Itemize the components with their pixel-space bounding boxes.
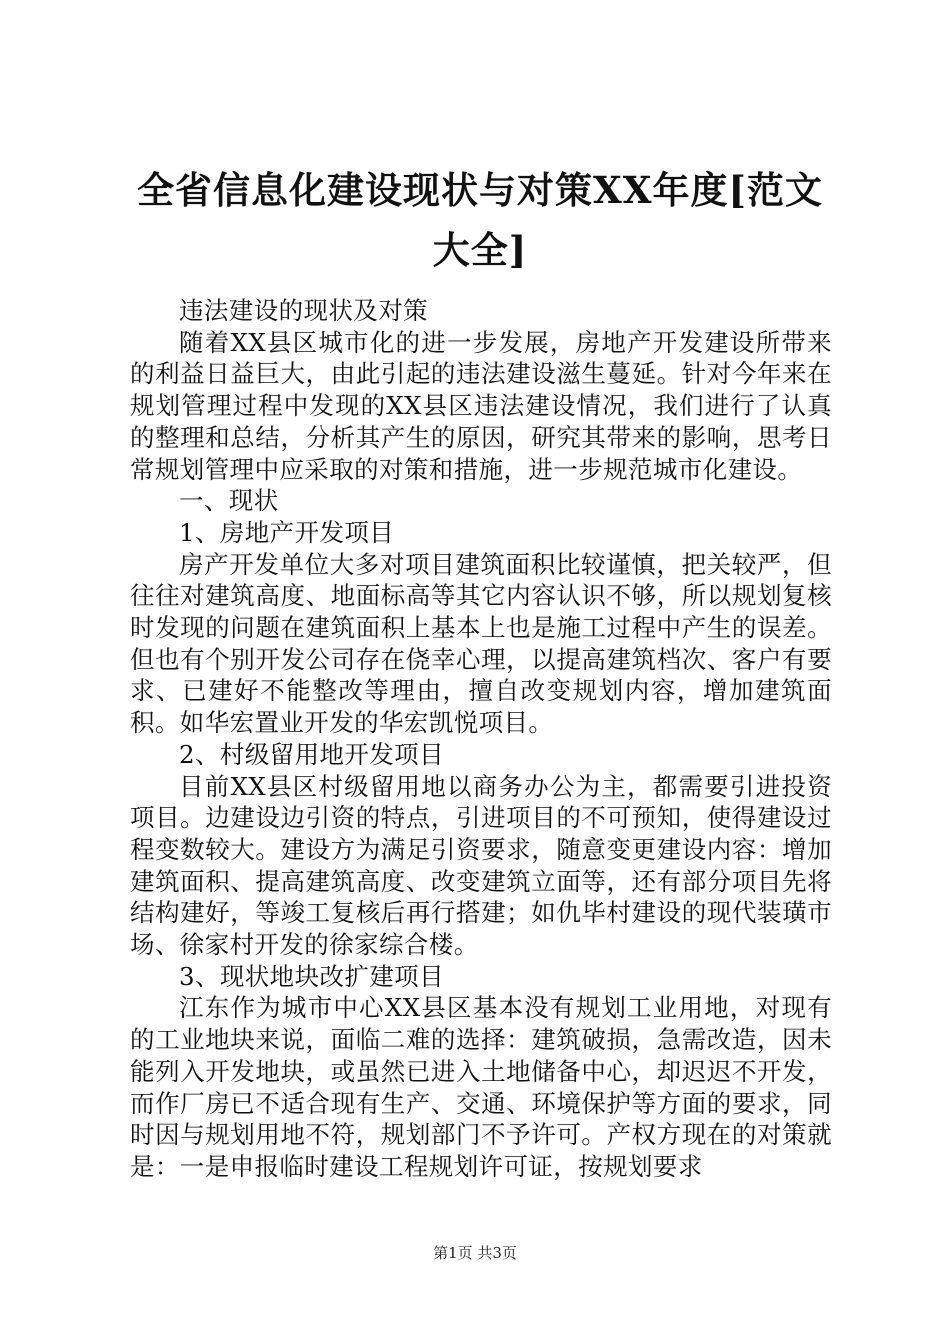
subsection-heading: 1、房地产开发项目 [179,517,395,547]
page-number-footer: 第1页 共3页 [433,1244,517,1262]
document-body [130,295,832,1183]
body-paragraph: 随着XX县区城市化的进一步发展，房地产开发建设所带来的利益日益巨大，由此引起的违法建设滋生蔓延。针对今年来在规划管理过程中发现的XX县区违法建设情况，我们进行了认真的整理和总结，分析其产生的原因，研究其带来的影响，思考日常规划管理中应采取的对策和措施，进一步规范城市化建设。 [130,327,832,484]
body-paragraph: 江东作为城市中心XX县区基本没有规划工业用地，对现有的工业地块来说，面临二难的选择：建筑破损，急需改造，因未能列入开发地块，或虽然已进入土地储备中心，却迟迟不开发，而作厂房已不适合现有生产、交通、环境保护等方面的要求，同时因与规划用地不符，规划部门不予许可。产权方现在的对策就是：一是申报临时建设工程规划许可证，按规划要求 [130,993,832,1181]
section-heading: 违法建设的现状及对策 [179,296,428,325]
document-title: 全省信息化建设现状与对策XX年度[范文大全] [137,168,823,272]
body-paragraph: 目前XX县区村级留用地以商务办公为主，都需要引进投资项目。边建设边引资的特点，引进项目的不可预知，使得建设过程变数较大。建设方为满足引资要求，随意变更建设内容：增加建筑面积、提高建筑高度、改变建筑立面等，还有部分项目先将结构建好，等竣工复核后再行搭建；如仇毕村建设的现代装璜市场、徐家村开发的徐家综合楼。 [130,771,832,960]
section-heading: 一、现状 [179,486,279,516]
subsection-heading: 3、现状地块改扩建项目 [179,961,444,991]
subsection-heading: 2、村级留用地开发项目 [179,739,444,769]
body-paragraph: 房产开发单位大多对项目建筑面积比较谨慎，把关较严，但往往对建筑高度、地面标高等其它内容认识不够，所以规划复核时发现的问题在建筑面积上基本上也是施工过程中产生的误差。但也有个别开发公司存在侥幸心理，以提高建筑档次、客户有要求、已建好不能整改等理由，擅自改变规划内容，增加建筑面积。如华宏置业开发的华宏凯悦项目。 [130,549,832,738]
